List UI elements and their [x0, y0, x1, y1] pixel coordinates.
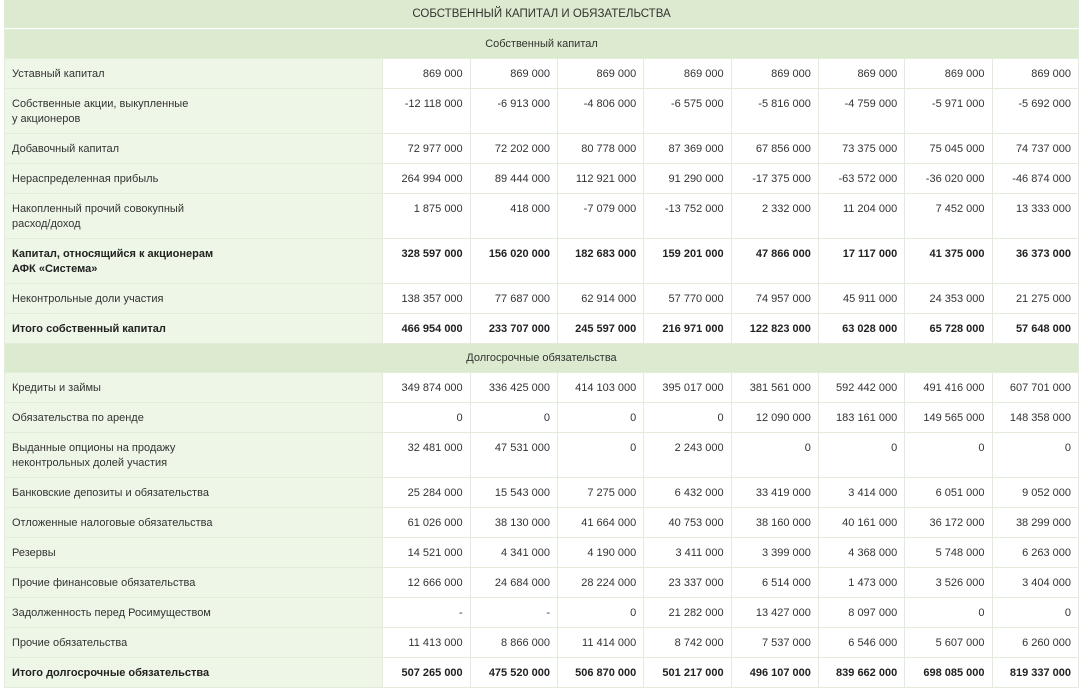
value-cell: 507 265 000: [383, 658, 470, 688]
value-cell: 0: [992, 433, 1078, 478]
value-cell: -4 759 000: [818, 89, 904, 134]
value-cell: 1 473 000: [818, 568, 904, 598]
row-label: Нераспределенная прибыль: [5, 164, 383, 194]
value-cell: 869 000: [992, 59, 1078, 89]
row-label: Задолженность перед Росимуществом: [5, 598, 383, 628]
value-cell: 13 333 000: [992, 194, 1078, 239]
value-cell: 87 369 000: [644, 134, 731, 164]
table-row: [5, 538, 1079, 568]
value-cell: 112 921 000: [557, 164, 643, 194]
value-cell: 839 662 000: [818, 658, 904, 688]
value-cell: 3 526 000: [905, 568, 992, 598]
value-cell: 72 977 000: [383, 134, 470, 164]
row-label: Итого собственный капитал: [5, 314, 383, 344]
table-row: [5, 239, 1079, 284]
value-cell: 77 687 000: [470, 284, 557, 314]
table-row: [5, 194, 1079, 239]
table-row: [5, 89, 1079, 134]
value-cell: -6 575 000: [644, 89, 731, 134]
value-cell: 47 866 000: [731, 239, 818, 284]
value-cell: -5 692 000: [992, 89, 1078, 134]
value-cell: -12 118 000: [383, 89, 470, 134]
value-cell: 28 224 000: [557, 568, 643, 598]
value-cell: 62 914 000: [557, 284, 643, 314]
value-cell: -4 806 000: [557, 89, 643, 134]
row-label: Накопленный прочий совокупный расход/доход: [5, 194, 383, 239]
value-cell: 491 416 000: [905, 373, 992, 403]
value-cell: 4 341 000: [470, 538, 557, 568]
table-title: СОБСТВЕННЫЙ КАПИТАЛ И ОБЯЗАТЕЛЬСТВА: [4, 0, 1079, 29]
value-cell: 496 107 000: [731, 658, 818, 688]
row-label: Банковские депозиты и обязательства: [5, 478, 383, 508]
value-cell: 0: [557, 433, 643, 478]
value-cell: 466 954 000: [383, 314, 470, 344]
table-row: [5, 284, 1079, 314]
value-cell: 36 373 000: [992, 239, 1078, 284]
table-row: [5, 598, 1079, 628]
value-cell: -63 572 000: [818, 164, 904, 194]
row-label: Отложенные налоговые обязательства: [5, 508, 383, 538]
value-cell: -6 913 000: [470, 89, 557, 134]
table-row: [5, 164, 1079, 194]
value-cell: 15 543 000: [470, 478, 557, 508]
value-cell: 63 028 000: [818, 314, 904, 344]
value-cell: 869 000: [818, 59, 904, 89]
value-cell: -17 375 000: [731, 164, 818, 194]
value-cell: 328 597 000: [383, 239, 470, 284]
value-cell: 11 414 000: [557, 628, 643, 658]
value-cell: 3 414 000: [818, 478, 904, 508]
value-cell: -46 874 000: [992, 164, 1078, 194]
value-cell: 23 337 000: [644, 568, 731, 598]
value-cell: 475 520 000: [470, 658, 557, 688]
value-cell: 159 201 000: [644, 239, 731, 284]
value-cell: 6 514 000: [731, 568, 818, 598]
value-cell: 3 404 000: [992, 568, 1078, 598]
row-label: Итого долгосрочные обязательства: [5, 658, 383, 688]
table-row: [5, 403, 1079, 433]
row-label: Прочие обязательства: [5, 628, 383, 658]
value-cell: 5 748 000: [905, 538, 992, 568]
value-cell: 38 299 000: [992, 508, 1078, 538]
value-cell: 381 561 000: [731, 373, 818, 403]
row-label: Неконтрольные доли участия: [5, 284, 383, 314]
value-cell: 80 778 000: [557, 134, 643, 164]
value-cell: 74 737 000: [992, 134, 1078, 164]
section-header: [5, 344, 1079, 373]
value-cell: 148 358 000: [992, 403, 1078, 433]
value-cell: 13 427 000: [731, 598, 818, 628]
value-cell: 7 452 000: [905, 194, 992, 239]
value-cell: 0: [992, 598, 1078, 628]
value-cell: 3 411 000: [644, 538, 731, 568]
value-cell: 395 017 000: [644, 373, 731, 403]
value-cell: -: [383, 598, 470, 628]
value-cell: 21 282 000: [644, 598, 731, 628]
row-label: Уставный капитал: [5, 59, 383, 89]
value-cell: 11 204 000: [818, 194, 904, 239]
value-cell: 21 275 000: [992, 284, 1078, 314]
value-cell: -: [470, 598, 557, 628]
value-cell: 869 000: [905, 59, 992, 89]
value-cell: 6 546 000: [818, 628, 904, 658]
table-row: [5, 658, 1079, 688]
value-cell: 6 051 000: [905, 478, 992, 508]
value-cell: 7 537 000: [731, 628, 818, 658]
value-cell: 414 103 000: [557, 373, 643, 403]
row-label: Резервы: [5, 538, 383, 568]
value-cell: 138 357 000: [383, 284, 470, 314]
value-cell: 819 337 000: [992, 658, 1078, 688]
value-cell: 89 444 000: [470, 164, 557, 194]
value-cell: 0: [818, 433, 904, 478]
value-cell: 57 648 000: [992, 314, 1078, 344]
value-cell: 33 419 000: [731, 478, 818, 508]
value-cell: 47 531 000: [470, 433, 557, 478]
value-cell: 2 243 000: [644, 433, 731, 478]
value-cell: 0: [557, 598, 643, 628]
table-row: [5, 508, 1079, 538]
value-cell: 38 160 000: [731, 508, 818, 538]
value-cell: 36 172 000: [905, 508, 992, 538]
value-cell: 349 874 000: [383, 373, 470, 403]
value-cell: 156 020 000: [470, 239, 557, 284]
value-cell: 45 911 000: [818, 284, 904, 314]
value-cell: 5 607 000: [905, 628, 992, 658]
row-label: Прочие финансовые обязательства: [5, 568, 383, 598]
value-cell: 216 971 000: [644, 314, 731, 344]
value-cell: 869 000: [383, 59, 470, 89]
table-row: [5, 59, 1079, 89]
value-cell: 17 117 000: [818, 239, 904, 284]
value-cell: 11 413 000: [383, 628, 470, 658]
value-cell: 0: [557, 403, 643, 433]
value-cell: 0: [731, 433, 818, 478]
value-cell: 41 375 000: [905, 239, 992, 284]
value-cell: 4 368 000: [818, 538, 904, 568]
value-cell: 264 994 000: [383, 164, 470, 194]
row-label: Обязательства по аренде: [5, 403, 383, 433]
value-cell: 40 753 000: [644, 508, 731, 538]
value-cell: -5 816 000: [731, 89, 818, 134]
value-cell: 418 000: [470, 194, 557, 239]
value-cell: 9 052 000: [992, 478, 1078, 508]
value-cell: 6 260 000: [992, 628, 1078, 658]
value-cell: 12 666 000: [383, 568, 470, 598]
value-cell: -36 020 000: [905, 164, 992, 194]
section-title: Долгосрочные обязательства: [5, 344, 1079, 373]
value-cell: 24 353 000: [905, 284, 992, 314]
value-cell: 182 683 000: [557, 239, 643, 284]
value-cell: 0: [644, 403, 731, 433]
value-cell: 8 742 000: [644, 628, 731, 658]
value-cell: 869 000: [731, 59, 818, 89]
value-cell: 73 375 000: [818, 134, 904, 164]
value-cell: 24 684 000: [470, 568, 557, 598]
value-cell: 2 332 000: [731, 194, 818, 239]
value-cell: -7 079 000: [557, 194, 643, 239]
table-row: [5, 478, 1079, 508]
value-cell: 1 875 000: [383, 194, 470, 239]
equity-liabilities-table: [4, 29, 1079, 688]
value-cell: 336 425 000: [470, 373, 557, 403]
section-title: Собственный капитал: [5, 30, 1079, 59]
value-cell: 233 707 000: [470, 314, 557, 344]
value-cell: 65 728 000: [905, 314, 992, 344]
value-cell: 869 000: [557, 59, 643, 89]
value-cell: 32 481 000: [383, 433, 470, 478]
value-cell: 592 442 000: [818, 373, 904, 403]
value-cell: 4 190 000: [557, 538, 643, 568]
value-cell: 698 085 000: [905, 658, 992, 688]
value-cell: 245 597 000: [557, 314, 643, 344]
value-cell: 0: [383, 403, 470, 433]
value-cell: 506 870 000: [557, 658, 643, 688]
value-cell: 8 097 000: [818, 598, 904, 628]
value-cell: 91 290 000: [644, 164, 731, 194]
value-cell: 38 130 000: [470, 508, 557, 538]
value-cell: 501 217 000: [644, 658, 731, 688]
value-cell: 72 202 000: [470, 134, 557, 164]
value-cell: -5 971 000: [905, 89, 992, 134]
value-cell: 7 275 000: [557, 478, 643, 508]
value-cell: -13 752 000: [644, 194, 731, 239]
table-row: [5, 373, 1079, 403]
balance-sheet: [4, 0, 1079, 688]
section-header: [5, 30, 1079, 59]
row-label: Кредиты и займы: [5, 373, 383, 403]
value-cell: 57 770 000: [644, 284, 731, 314]
value-cell: 0: [905, 433, 992, 478]
value-cell: 61 026 000: [383, 508, 470, 538]
row-label: Собственные акции, выкупленные у акционеров: [5, 89, 383, 134]
value-cell: 67 856 000: [731, 134, 818, 164]
value-cell: 6 432 000: [644, 478, 731, 508]
value-cell: 3 399 000: [731, 538, 818, 568]
value-cell: 41 664 000: [557, 508, 643, 538]
value-cell: 25 284 000: [383, 478, 470, 508]
value-cell: 183 161 000: [818, 403, 904, 433]
value-cell: 0: [905, 598, 992, 628]
value-cell: 869 000: [644, 59, 731, 89]
value-cell: 40 161 000: [818, 508, 904, 538]
table-row: [5, 628, 1079, 658]
row-label: Выданные опционы на продажу неконтрольных долей участия: [5, 433, 383, 478]
value-cell: 869 000: [470, 59, 557, 89]
value-cell: 75 045 000: [905, 134, 992, 164]
value-cell: 6 263 000: [992, 538, 1078, 568]
value-cell: 74 957 000: [731, 284, 818, 314]
table-row: [5, 433, 1079, 478]
value-cell: 607 701 000: [992, 373, 1078, 403]
value-cell: 14 521 000: [383, 538, 470, 568]
row-label: Капитал, относящийся к акционерам АФК «Система»: [5, 239, 383, 284]
table-row: [5, 568, 1079, 598]
table-row: [5, 314, 1079, 344]
table-row: [5, 134, 1079, 164]
value-cell: 0: [470, 403, 557, 433]
value-cell: 12 090 000: [731, 403, 818, 433]
value-cell: 122 823 000: [731, 314, 818, 344]
row-label: Добавочный капитал: [5, 134, 383, 164]
value-cell: 149 565 000: [905, 403, 992, 433]
value-cell: 8 866 000: [470, 628, 557, 658]
